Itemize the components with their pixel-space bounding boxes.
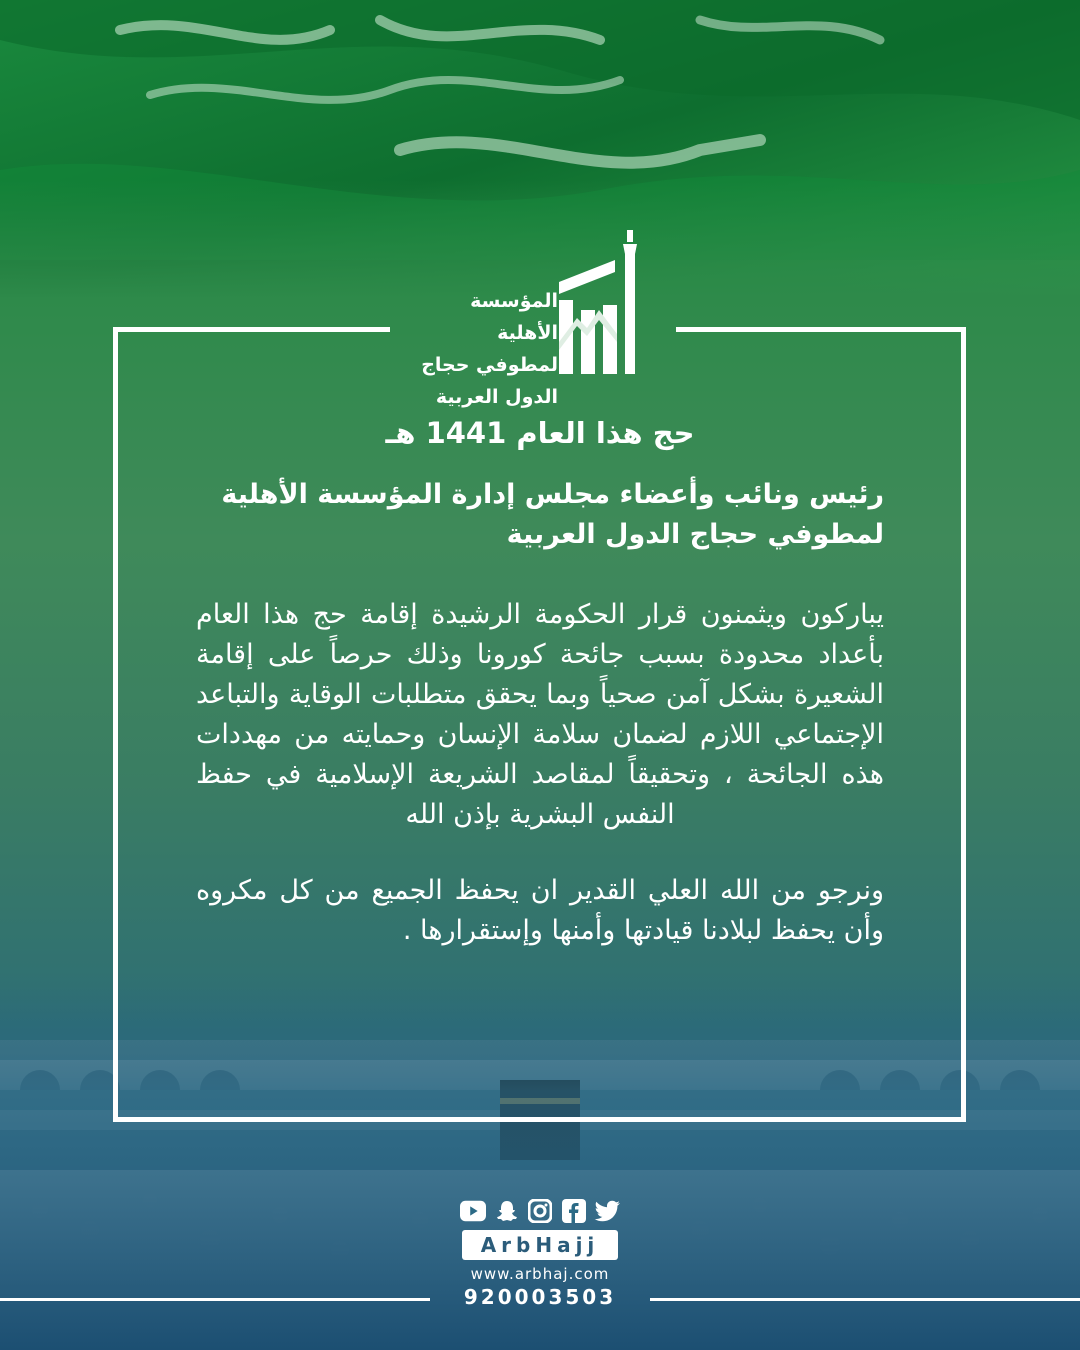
announcement-content (196, 405, 884, 951)
snapchat-icon[interactable] (494, 1198, 520, 1224)
frame-top-right (676, 327, 966, 332)
youtube-icon[interactable] (460, 1198, 486, 1224)
logo-mark-icon (555, 210, 655, 380)
footer-divider-right (650, 1298, 1080, 1301)
paragraph-congratulations: يباركون ويثمنون قرار الحكومة الرشيدة إقامة حج هذا العام بأعداد محدودة بسبب جائحة كورونا وذلك حرصاً على إقامة الشعيرة بشكل آمن صحياً وبما يحقق متطلبات الوقاية والتباعد الإجتماعي اللازم لضمان سلامة الإنسان وحمايته من مهددات هذه الجائحة ، وتحقيقاً لمقاصد الشريعة الإسلامية في حفظ النفس البشرية بإذن الله (196, 599, 884, 830)
facebook-icon[interactable] (561, 1198, 587, 1224)
frame-right (961, 327, 966, 1122)
headline: حج هذا العام 1441 هـ (385, 416, 695, 450)
paragraph-prayer: ونرجو من الله العلي القدير ان يحفظ الجميع من كل مكروه وأن يحفظ لبلادنا قيادتها وأمنها وإستقرارها . (196, 875, 884, 946)
frame-bottom (113, 1117, 966, 1122)
logo-line-2: لمطوفي حجاج (421, 354, 558, 376)
website-link[interactable]: www.arbhaj.com (470, 1265, 610, 1283)
frame-top-left (113, 327, 390, 332)
organization-logo (410, 210, 670, 408)
frame-left (113, 327, 118, 1122)
logo-text (410, 285, 558, 413)
phone-number[interactable]: 920003503 (463, 1285, 617, 1309)
twitter-icon[interactable] (594, 1198, 620, 1224)
logo-line-3: الدول العربية (435, 386, 558, 408)
subheading: رئيس ونائب وأعضاء مجلس إدارة المؤسسة الأهلية لمطوفي حجاج الدول العربية (221, 479, 884, 550)
logo-line-1: المؤسسة الأهلية (470, 290, 558, 344)
instagram-icon[interactable] (527, 1198, 553, 1224)
footer-divider-left (0, 1298, 430, 1301)
social-icons (460, 1197, 620, 1225)
brand-handle: ArbHajj (462, 1230, 618, 1260)
